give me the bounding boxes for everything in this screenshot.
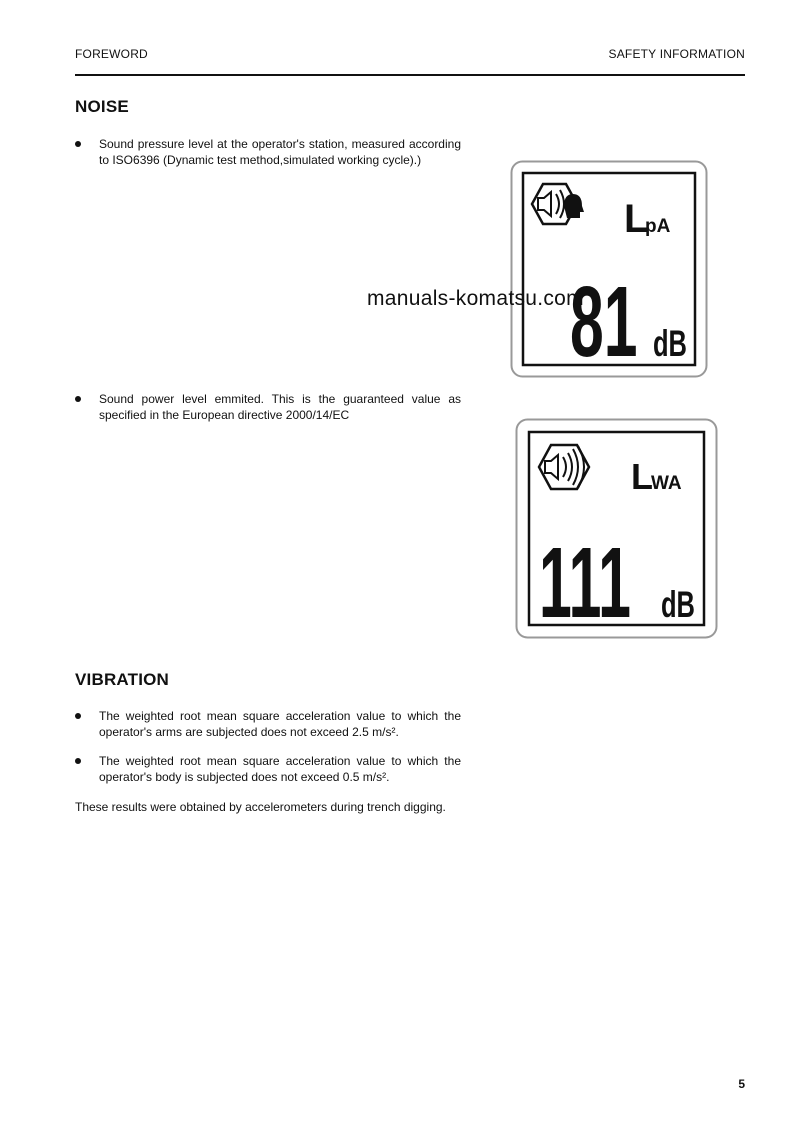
noise-bullet-1-text: Sound pressure level at the operator's station, measured according to ISO6396 (Dynamic test method,simulated working cycle).) xyxy=(99,137,461,167)
vibration-bullet-1-text: The weighted root mean square acceleration value to which the operator's arms are subjected does not exceed 2.5 m/s². xyxy=(99,709,461,739)
vibration-bullet-body xyxy=(75,753,461,785)
vibration-bullet-2-text: The weighted root mean square acceleration value to which the operator's body is subjected does not exceed 0.5 m/s². xyxy=(99,754,461,784)
lpa-value: 81 xyxy=(570,265,638,378)
header-chapter-title: SAFETY INFORMATION xyxy=(608,47,745,61)
lwa-value: 111 xyxy=(539,528,631,639)
lwa-label-main: L xyxy=(631,456,653,497)
lwa-noise-sign xyxy=(515,418,718,639)
vibration-bullet-arms xyxy=(75,708,461,740)
bullet-dot xyxy=(75,396,81,402)
bullet-dot xyxy=(75,141,81,147)
header-section-title: FOREWORD xyxy=(75,47,148,61)
lpa-label-main: L xyxy=(624,197,649,241)
bullet-dot xyxy=(75,713,81,719)
watermark-text: manuals-komatsu.com xyxy=(367,287,584,310)
noise-bullet-2-text: Sound power level emmited. This is the guaranteed value as specified in the European directive 2000/14/EC xyxy=(99,392,461,422)
bullet-dot xyxy=(75,758,81,764)
vibration-heading: VIBRATION xyxy=(75,670,170,689)
header-rule xyxy=(75,74,745,76)
lpa-unit: dB xyxy=(653,322,687,365)
page-number: 5 xyxy=(738,1077,745,1091)
lwa-unit: dB xyxy=(661,583,695,626)
lpa-noise-sign xyxy=(510,160,708,378)
noise-heading: NOISE xyxy=(75,97,129,116)
noise-bullet-sound-pressure xyxy=(75,136,461,168)
lwa-label-sub: WA xyxy=(651,473,682,494)
noise-bullet-sound-power xyxy=(75,391,461,423)
lpa-label-sub: pA xyxy=(645,216,671,237)
vibration-note: These results were obtained by accelerometers during trench digging. xyxy=(75,800,446,814)
